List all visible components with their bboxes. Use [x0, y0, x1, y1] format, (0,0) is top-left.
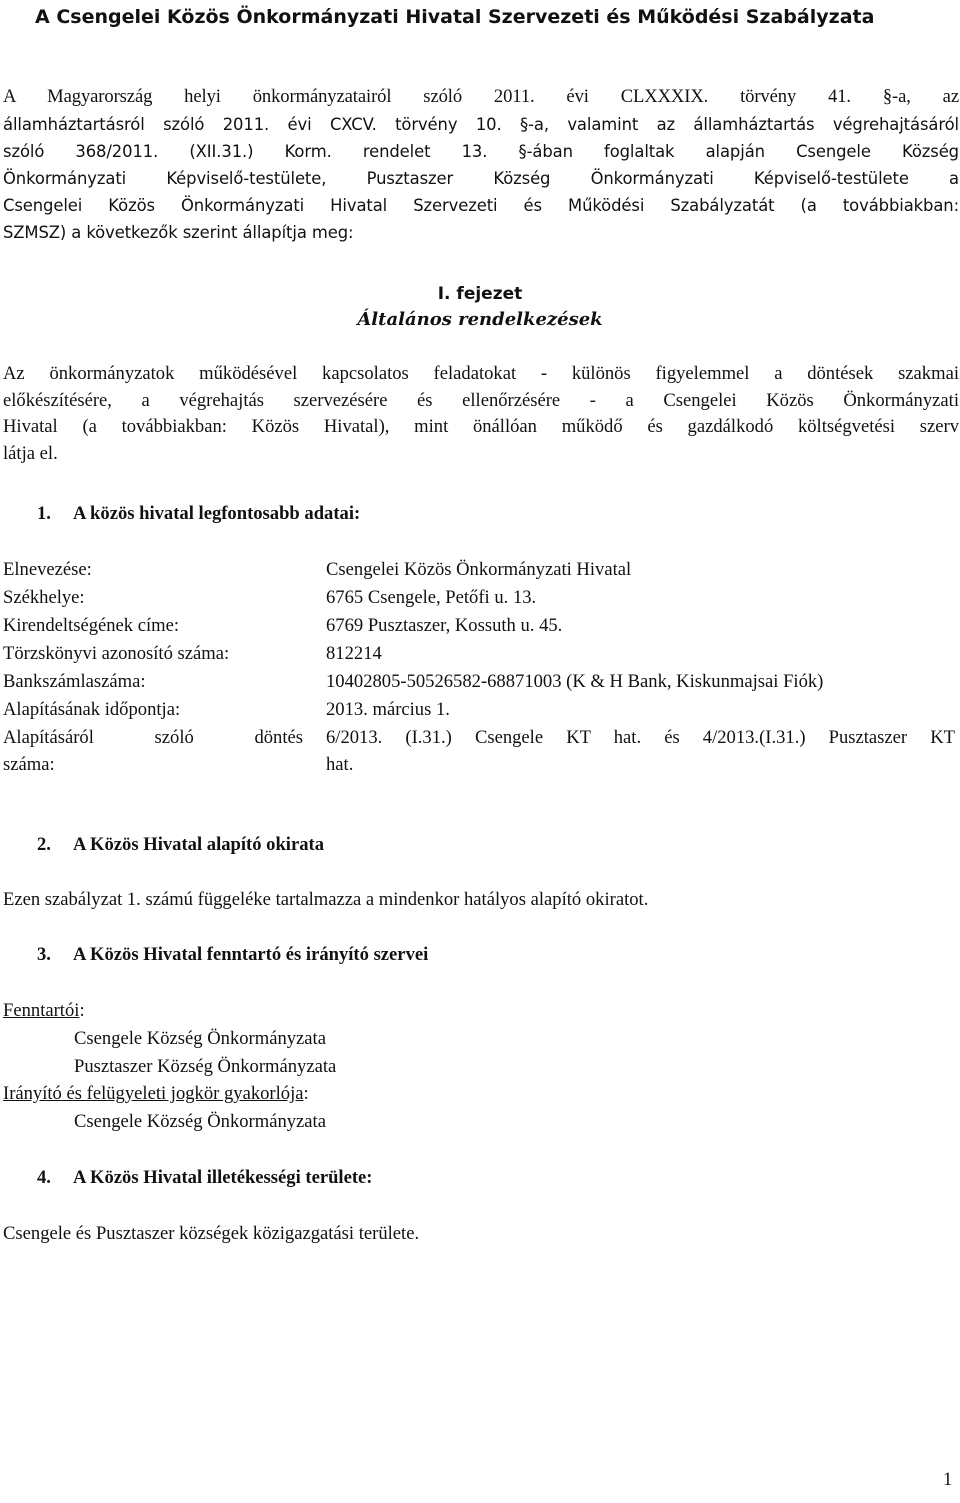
section-heading-2	[37, 832, 324, 858]
row-label: Törzskönyvi azonosító száma:	[3, 643, 230, 664]
row-label: Elnevezése:	[3, 559, 92, 580]
row-label: Alapításának időpontja:	[3, 699, 181, 720]
intro-line: szóló 368/2011. (XII.31.) Korm. rendelet 13. §-ában foglaltak alapján Csengele Község	[3, 141, 959, 161]
section-heading-1	[37, 501, 360, 527]
section-4-text: Csengele és Pusztaszer községek közigazgatási területe.	[3, 1223, 420, 1244]
row-label: Kirendeltségének címe:	[3, 615, 180, 636]
general-provisions-paragraph	[3, 361, 959, 467]
section-number: 4.	[37, 1167, 51, 1188]
row-label: Székhelye:	[3, 587, 85, 608]
intro-line: Önkormányzati Képviselő-testülete, Pusztaszer Község Önkormányzati Képviselő-testülete a	[3, 168, 959, 188]
section-2-text: Ezen szabályzat 1. számú függeléke tartalmazza a mindenkor hatályos alapító okiratot.	[3, 889, 649, 910]
document-title: A Csengelei Közös Önkormányzati Hivatal Szervezeti és Működési Szabályzata	[35, 6, 875, 28]
section-title: A Közös Hivatal alapító okirata	[73, 834, 325, 855]
chapter-title: Általános rendelkezések	[357, 309, 603, 330]
intro-line: államháztartásról szóló 2011. évi CXCV. törvény 10. §-a, valamint az államháztartás végrehajtásáról	[3, 114, 959, 134]
intro-paragraph	[3, 84, 959, 246]
controller-label: Irányító és felügyeleti jogkör gyakorlója	[3, 1083, 304, 1104]
controller-item: Csengele Község Önkormányzata	[74, 1111, 326, 1132]
paragraph-line: Hivatal (a továbbiakban: Közös Hivatal), mint önállóan működő és gazdálkodó költségvetési szerv	[3, 416, 959, 437]
chapter-number: I. fejezet	[437, 284, 523, 304]
maintainers-label-line: Fenntartói:	[3, 1000, 85, 1021]
section-number: 3.	[37, 944, 51, 965]
paragraph-line: látja el.	[3, 442, 58, 464]
row-value: hat.	[326, 754, 354, 775]
page-number: 1	[943, 1469, 953, 1490]
section-number: 1.	[37, 503, 51, 524]
paragraph-line: előkészítésére, a végrehajtás szervezésére és ellenőrzésére - a Csengelei Közös Önkormányzati	[3, 389, 959, 411]
row-value: 6765 Csengele, Petőfi u. 13.	[326, 587, 537, 608]
section-title: A közös hivatal legfontosabb adatai:	[73, 503, 361, 524]
row-value: 2013. március 1.	[326, 699, 450, 720]
section-number: 2.	[37, 834, 51, 855]
intro-line: A Magyarország helyi önkormányzatairól szóló 2011. évi CLXXXIX. törvény 41. §-a, az	[3, 86, 959, 107]
row-value: 812214	[326, 643, 382, 664]
row-value: 6/2013. (I.31.) Csengele KT hat. és 4/2013.(I.31.) Pusztaszer KT	[326, 727, 955, 748]
paragraph-line: Az önkormányzatok működésével kapcsolatos feladatokat - különös figyelemmel a döntések szakmai	[3, 363, 959, 384]
intro-line: SZMSZ) a következők szerint állapítja meg:	[3, 222, 354, 242]
maintainer-item: Csengele Község Önkormányzata	[74, 1028, 326, 1049]
row-value: 10402805-50526582-68871003 (K & H Bank, Kiskunmajsai Fiók)	[326, 671, 824, 692]
section-title: A Közös Hivatal illetékességi területe:	[73, 1167, 373, 1188]
section-heading-3	[37, 942, 428, 968]
section-title: A Közös Hivatal fenntartó és irányító szervei	[73, 944, 429, 965]
maintainer-item: Pusztaszer Község Önkormányzata	[74, 1056, 337, 1077]
controller-label-line: Irányító és felügyeleti jogkör gyakorlója:	[3, 1083, 309, 1104]
row-value: 6769 Pusztaszer, Kossuth u. 45.	[326, 615, 563, 636]
section-heading-4	[37, 1165, 373, 1191]
row-label: Bankszámlaszáma:	[3, 671, 146, 692]
row-value: Csengelei Közös Önkormányzati Hivatal	[326, 559, 632, 580]
intro-line: Csengelei Közös Önkormányzati Hivatal Szervezeti és Működési Szabályzatát (a továbbiakban:	[3, 195, 959, 215]
maintainers-label: Fenntartói	[3, 1000, 80, 1021]
row-label: száma:	[3, 754, 55, 775]
row-label: Alapításáról szóló döntés	[3, 727, 303, 748]
